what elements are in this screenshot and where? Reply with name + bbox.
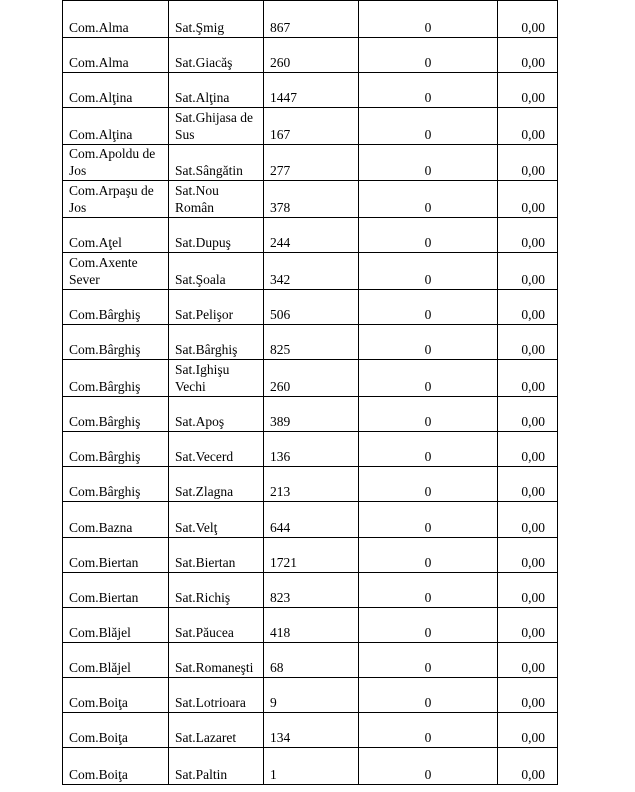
village-cell: Sat.Pelişor: [169, 290, 264, 325]
value-b-cell: 0,00: [498, 218, 558, 253]
commune-cell: Com.Arpaşu de Jos: [63, 181, 169, 218]
population-cell: 825: [264, 325, 359, 360]
table-row: [63, 678, 558, 713]
commune-cell: Com.Blăjel: [63, 643, 169, 678]
value-b-cell: 0,00: [498, 573, 558, 608]
table-row: [63, 467, 558, 502]
population-cell: 342: [264, 253, 359, 290]
commune-cell: Com.Biertan: [63, 573, 169, 608]
value-b-cell: 0,00: [498, 538, 558, 573]
village-cell: Sat.Richiş: [169, 573, 264, 608]
table-row: [63, 181, 558, 218]
village-cell: Sat.Velţ: [169, 502, 264, 538]
value-a-cell: 0: [359, 38, 498, 73]
table-row: [63, 290, 558, 325]
value-b-cell: 0,00: [498, 325, 558, 360]
value-b-cell: 0,00: [498, 678, 558, 713]
value-a-cell: 0: [359, 432, 498, 467]
village-cell: Sat.Păucea: [169, 608, 264, 643]
population-cell: 68: [264, 643, 359, 678]
value-a-cell: 0: [359, 73, 498, 108]
value-a-cell: 0: [359, 713, 498, 748]
value-a-cell: 0: [359, 538, 498, 573]
village-cell: Sat.Vecerd: [169, 432, 264, 467]
commune-cell: Com.Alma: [63, 1, 169, 38]
population-cell: 260: [264, 360, 359, 397]
value-a-cell: 0: [359, 181, 498, 218]
commune-cell: Com.Aţel: [63, 218, 169, 253]
value-b-cell: 0,00: [498, 432, 558, 467]
commune-cell: Com.Bârghiş: [63, 290, 169, 325]
value-b-cell: 0,00: [498, 290, 558, 325]
value-a-cell: 0: [359, 467, 498, 502]
value-b-cell: 0,00: [498, 748, 558, 785]
value-a-cell: 0: [359, 748, 498, 785]
village-cell: Sat.Dupuş: [169, 218, 264, 253]
village-cell: Sat.Ighişu Vechi: [169, 360, 264, 397]
value-a-cell: 0: [359, 1, 498, 38]
population-cell: 136: [264, 432, 359, 467]
commune-cell: Com.Axente Sever: [63, 253, 169, 290]
commune-cell: Com.Alma: [63, 38, 169, 73]
value-a-cell: 0: [359, 360, 498, 397]
table-row: [63, 218, 558, 253]
table-row: [63, 748, 558, 785]
value-b-cell: 0,00: [498, 467, 558, 502]
population-cell: 9: [264, 678, 359, 713]
population-cell: 244: [264, 218, 359, 253]
value-b-cell: 0,00: [498, 73, 558, 108]
table-row: [63, 38, 558, 73]
population-cell: 823: [264, 573, 359, 608]
commune-cell: Com.Bârghiş: [63, 325, 169, 360]
village-cell: Sat.Lotrioara: [169, 678, 264, 713]
village-cell: Sat.Sângătin: [169, 145, 264, 181]
table-row: [63, 108, 558, 145]
village-cell: Sat.Alţina: [169, 73, 264, 108]
table-row: [63, 573, 558, 608]
village-cell: Sat.Bârghiş: [169, 325, 264, 360]
commune-cell: Com.Bârghiş: [63, 467, 169, 502]
table-row: [63, 397, 558, 432]
value-a-cell: 0: [359, 218, 498, 253]
commune-cell: Com.Blăjel: [63, 608, 169, 643]
commune-cell: Com.Alţina: [63, 73, 169, 108]
commune-cell: Com.Alţina: [63, 108, 169, 145]
value-a-cell: 0: [359, 678, 498, 713]
population-cell: 418: [264, 608, 359, 643]
commune-cell: Com.Bârghiş: [63, 397, 169, 432]
commune-cell: Com.Apoldu de Jos: [63, 145, 169, 181]
commune-cell: Com.Boiţa: [63, 713, 169, 748]
population-cell: 260: [264, 38, 359, 73]
value-b-cell: 0,00: [498, 502, 558, 538]
commune-cell: Com.Bârghiş: [63, 432, 169, 467]
value-a-cell: 0: [359, 397, 498, 432]
commune-cell: Com.Bârghiş: [63, 360, 169, 397]
population-cell: 1447: [264, 73, 359, 108]
village-cell: Sat.Ghijasa de Sus: [169, 108, 264, 145]
commune-cell: Com.Boiţa: [63, 678, 169, 713]
village-cell: Sat.Romaneşti: [169, 643, 264, 678]
population-cell: 506: [264, 290, 359, 325]
village-cell: Sat.Şmig: [169, 1, 264, 38]
population-cell: 213: [264, 467, 359, 502]
commune-cell: Com.Biertan: [63, 538, 169, 573]
value-b-cell: 0,00: [498, 397, 558, 432]
population-cell: 167: [264, 108, 359, 145]
village-cell: Sat.Biertan: [169, 538, 264, 573]
data-table: [62, 0, 558, 785]
table-body: [63, 1, 558, 785]
value-a-cell: 0: [359, 108, 498, 145]
value-b-cell: 0,00: [498, 38, 558, 73]
table-row: [63, 325, 558, 360]
value-b-cell: 0,00: [498, 1, 558, 38]
village-cell: Sat.Paltin: [169, 748, 264, 785]
population-cell: 389: [264, 397, 359, 432]
population-cell: 1721: [264, 538, 359, 573]
value-b-cell: 0,00: [498, 360, 558, 397]
table-row: [63, 432, 558, 467]
table-row: [63, 502, 558, 538]
table-row: [63, 713, 558, 748]
value-a-cell: 0: [359, 502, 498, 538]
village-cell: Sat.Şoala: [169, 253, 264, 290]
value-a-cell: 0: [359, 608, 498, 643]
commune-cell: Com.Bazna: [63, 502, 169, 538]
value-b-cell: 0,00: [498, 253, 558, 290]
table-row: [63, 253, 558, 290]
table-row: [63, 73, 558, 108]
population-cell: 378: [264, 181, 359, 218]
commune-cell: Com.Boiţa: [63, 748, 169, 785]
population-cell: 1: [264, 748, 359, 785]
table-row: [63, 145, 558, 181]
table-row: [63, 1, 558, 38]
value-b-cell: 0,00: [498, 145, 558, 181]
village-cell: Sat.Zlagna: [169, 467, 264, 502]
village-cell: Sat.Apoş: [169, 397, 264, 432]
value-b-cell: 0,00: [498, 713, 558, 748]
table-row: [63, 608, 558, 643]
value-b-cell: 0,00: [498, 643, 558, 678]
village-cell: Sat.Giacăş: [169, 38, 264, 73]
value-a-cell: 0: [359, 643, 498, 678]
value-a-cell: 0: [359, 145, 498, 181]
population-cell: 644: [264, 502, 359, 538]
table-row: [63, 643, 558, 678]
value-a-cell: 0: [359, 290, 498, 325]
table-row: [63, 538, 558, 573]
table-row: [63, 360, 558, 397]
value-a-cell: 0: [359, 253, 498, 290]
value-b-cell: 0,00: [498, 181, 558, 218]
value-a-cell: 0: [359, 573, 498, 608]
value-a-cell: 0: [359, 325, 498, 360]
population-cell: 134: [264, 713, 359, 748]
village-cell: Sat.Lazaret: [169, 713, 264, 748]
population-cell: 867: [264, 1, 359, 38]
village-cell: Sat.Nou Român: [169, 181, 264, 218]
value-b-cell: 0,00: [498, 108, 558, 145]
value-b-cell: 0,00: [498, 608, 558, 643]
population-cell: 277: [264, 145, 359, 181]
